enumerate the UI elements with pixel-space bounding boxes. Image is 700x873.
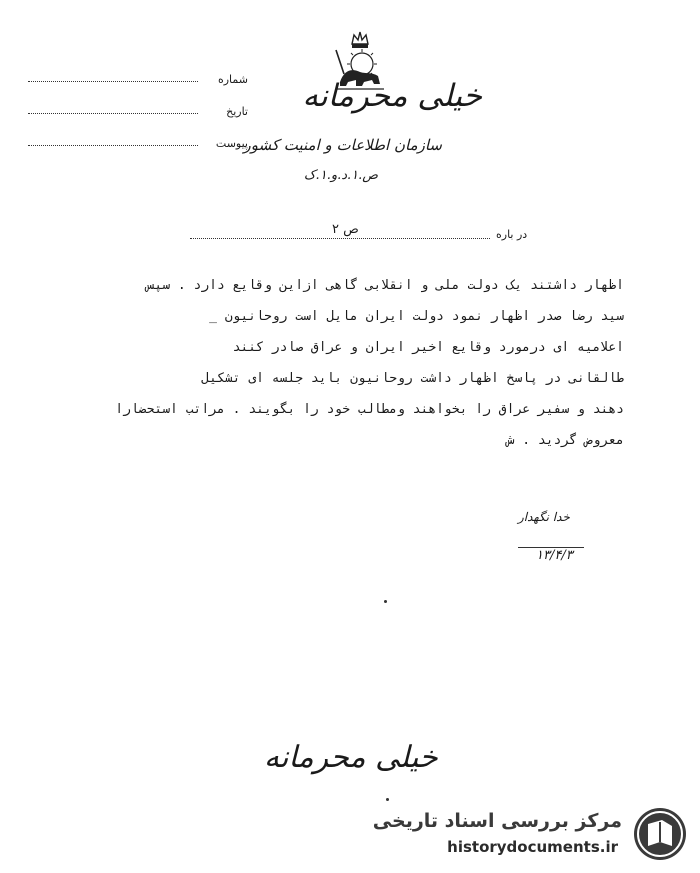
body-line: سید رضا صدر اظهار نمود دولت ایران مایل است روحانیون _ — [209, 309, 624, 324]
ink-speck — [386, 798, 389, 801]
subject-dotted-line — [190, 238, 490, 239]
attachment-dotted-line — [28, 145, 198, 146]
date-field — [28, 98, 248, 118]
watermark-title: مرکز بررسی اسناد تاریخی — [372, 810, 622, 832]
organization-name: سازمان اطلاعات و امنیت کشور — [243, 136, 442, 154]
attachment-field — [28, 130, 248, 150]
date-dotted-line — [28, 113, 198, 114]
signature-date: ۱۳/۴/۳ — [536, 548, 573, 563]
page-number: ص ۲ — [332, 222, 359, 237]
attachment-label: پیوست — [215, 137, 248, 150]
number-dotted-line — [28, 81, 198, 82]
number-label: شماره — [217, 73, 248, 86]
signature: خدا نگهدار — [518, 510, 570, 524]
classification-heading: خیلی محرمانه — [302, 78, 482, 114]
body-line: اظهار داشتند یک دولت ملی و انقلابی گاهی ازاین وقایع دارد . سپس — [146, 278, 624, 293]
subject-label: در باره — [496, 228, 528, 241]
body-line: دهند و سفیر عراق را بخواهند ومطالب خود را بگویند . مراتب استحضارا — [115, 402, 624, 417]
number-field — [28, 66, 248, 86]
watermark — [372, 802, 696, 866]
ink-speck — [384, 600, 387, 603]
reference-code: ص.۱.د.و.۱.ک — [303, 168, 378, 183]
body-line: معروض گردید . ش — [506, 433, 624, 448]
footer-classification: خیلی محرمانه — [264, 740, 438, 775]
watermark-url: historydocuments.ir — [447, 838, 618, 856]
body-line: طالقانی در پاسخ اظهار داشت روحانیون باید جلسه ای تشکیل — [201, 371, 624, 386]
body-line: اعلامیه ای درمورد وقایع اخیر ایران و عراق صادر کنند — [232, 340, 624, 355]
letter-body — [96, 270, 624, 456]
document-center-logo-icon — [632, 806, 688, 862]
date-label: تاریخ — [226, 105, 248, 118]
